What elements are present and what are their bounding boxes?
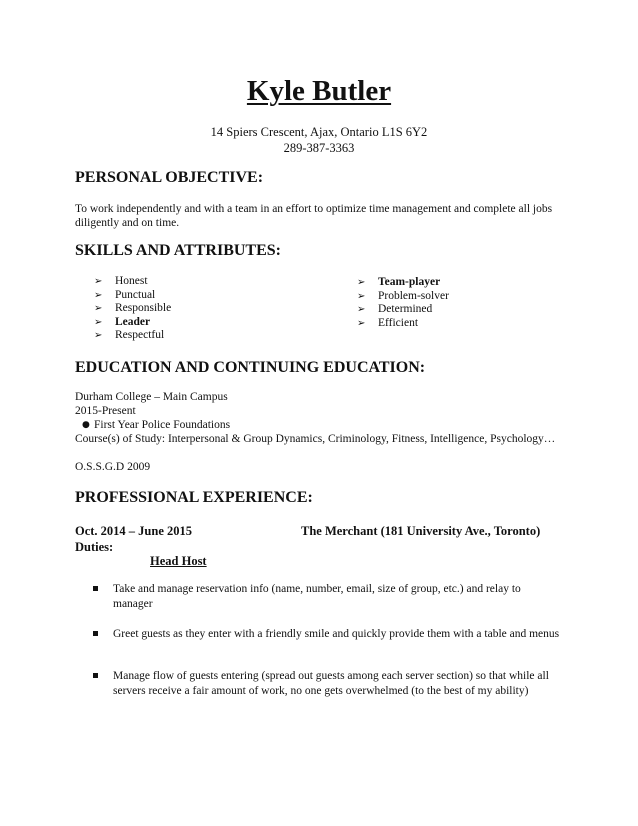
phone-line: 289-387-3363 <box>283 141 355 155</box>
duties-label: Duties: <box>75 540 114 554</box>
arrow-bullet-icon: ➢ <box>357 317 366 329</box>
skills-list-left <box>94 275 171 343</box>
square-bullet-icon <box>93 631 98 636</box>
arrow-bullet-icon: ➢ <box>94 303 103 315</box>
candidate-name: Kyle Butler <box>246 75 392 107</box>
skill-item: ➢ Responsible <box>94 302 172 315</box>
school-years: 2015-Present <box>75 405 136 417</box>
program-item: ● First Year Police Foundations <box>82 419 231 431</box>
duty-item: Greet guests as they enter with a friendly smile and quickly provide them with a table and menus <box>113 627 563 642</box>
skill-item: ➢ Efficient <box>357 316 419 329</box>
bullet-dot-icon: ● <box>82 420 90 430</box>
arrow-bullet-icon: ➢ <box>94 330 103 342</box>
ossd-line: O.S.S.G.D 2009 <box>75 461 151 473</box>
skill-item: ➢ Team-player <box>357 276 441 288</box>
job-role: Head Host <box>150 554 207 568</box>
arrow-bullet-icon: ➢ <box>357 277 366 288</box>
arrow-bullet-icon: ➢ <box>94 289 103 301</box>
skill-item: ➢ Honest <box>94 275 148 287</box>
skills-list-right <box>357 276 449 330</box>
skill-item: ➢ Determined <box>357 303 433 316</box>
education-heading: EDUCATION AND CONTINUING EDUCATION: <box>75 359 426 376</box>
skill-item: ➢ Punctual <box>94 288 156 301</box>
skill-item: ➢ Problem-solver <box>357 289 449 302</box>
experience-heading: PROFESSIONAL EXPERIENCE: <box>75 489 313 506</box>
job-employer: The Merchant (181 University Ave., Toronto) <box>301 524 541 538</box>
arrow-bullet-icon: ➢ <box>357 304 366 316</box>
skill-item: ➢ Leader <box>94 315 151 328</box>
square-bullet-icon <box>93 586 98 591</box>
duty-item: Take and manage reservation info (name, number, email, size of group, etc.) and relay to manager <box>113 582 563 611</box>
objective-heading: PERSONAL OBJECTIVE: <box>75 169 264 186</box>
skill-item: ➢ Respectful <box>94 329 165 342</box>
arrow-bullet-icon: ➢ <box>357 290 366 302</box>
skills-heading: SKILLS AND ATTRIBUTES: <box>75 242 281 259</box>
duty-item: Manage flow of guests entering (spread out guests among each server section) so that while all servers receive a fair amount of work, no one gets overwhelmed (to the best of my ability) <box>113 669 563 698</box>
arrow-bullet-icon: ➢ <box>94 276 103 287</box>
address-line: 14 Spiers Crescent, Ajax, Ontario L1S 6Y2 <box>210 125 428 139</box>
arrow-bullet-icon: ➢ <box>94 316 103 328</box>
job-dates: Oct. 2014 – June 2015 <box>75 524 193 538</box>
square-bullet-icon <box>93 673 98 678</box>
school-name: Durham College – Main Campus <box>75 391 228 403</box>
courses-line: Course(s) of Study: Interpersonal & Group Dynamics, Criminology, Fitness, Intelligence, Psychology… <box>75 433 556 445</box>
objective-text: To work independently and with a team in an effort to optimize time management and complete all jobs diligently and on time. <box>75 203 553 229</box>
